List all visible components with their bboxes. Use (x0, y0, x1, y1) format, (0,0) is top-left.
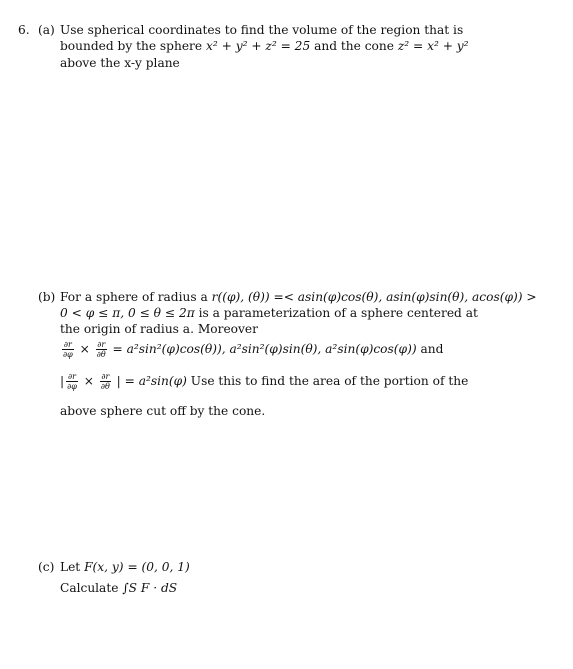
part-a-line2-text: bounded by the sphere (60, 39, 203, 53)
vector-field-equation: F(x, y) = (0, 0, 1) (84, 560, 190, 574)
part-a-line2-mid: and the cone (314, 39, 394, 53)
part-c-line1-text: Let (60, 560, 81, 574)
part-c-line2-text: Calculate (60, 581, 119, 595)
part-b-line2-text: is a parameterization of a sphere centered at (198, 306, 478, 320)
partial-r-phi-2: $\frac{\partial r}{\partial\varphi}$ (67, 372, 77, 391)
partial-r-phi: $\frac{\partial r}{\partial\varphi}$ (63, 340, 73, 359)
cone-equation: z² = x² + y² (397, 39, 469, 53)
parameterization-equation: r((φ), (θ)) =< asin(φ)cos(θ), asin(φ)sin(θ), acos(φ)) > (211, 290, 537, 304)
partial-r-theta: $\frac{\partial r}{\partial\theta}$ (96, 340, 106, 359)
part-a-line1: Use spherical coordinates to find the volume of the region that is (60, 23, 464, 37)
cross-product-equation: = a²sin²(φ)cos(θ)), a²sin²(φ)sin(θ), a²sin(φ)cos(φ)) (112, 342, 417, 356)
part-b-line2 (60, 305, 478, 321)
part-b-line1 (60, 289, 537, 305)
part-b-line4 (60, 340, 443, 359)
part-b-line6: above sphere cut off by the cone. (60, 404, 266, 418)
part-b-line5 (60, 372, 468, 391)
part-c-line2 (60, 580, 177, 596)
part-b-line5-text: Use this to find the area of the portion of the (190, 374, 469, 388)
part-a-line3: above the x-y plane (60, 56, 180, 70)
parameter-ranges: 0 < φ ≤ π, 0 ≤ θ ≤ 2π (60, 306, 195, 320)
part-b-line4-and: and (420, 342, 444, 356)
abs-bar: | (60, 374, 65, 388)
part-a-label: (a) (38, 23, 55, 37)
partial-r-theta-2: $\frac{\partial r}{\partial\theta}$ (100, 372, 110, 391)
sphere-equation: x² + y² + z² = 25 (205, 39, 311, 53)
part-b-line1-text: For a sphere of radius a (60, 290, 208, 304)
part-b-line3: the origin of radius a. Moreover (60, 322, 258, 336)
magnitude-equation: | = a²sin(φ) (116, 374, 187, 388)
part-a-line2 (60, 38, 469, 54)
cross-symbol: × (79, 342, 90, 356)
cross-symbol-2: × (83, 374, 94, 388)
problem-number: 6. (18, 23, 30, 37)
part-c-label: (c) (38, 560, 55, 574)
surface-integral: ∫S F · dS (122, 581, 178, 595)
part-b-label: (b) (38, 290, 56, 304)
part-c-line1 (60, 559, 190, 575)
